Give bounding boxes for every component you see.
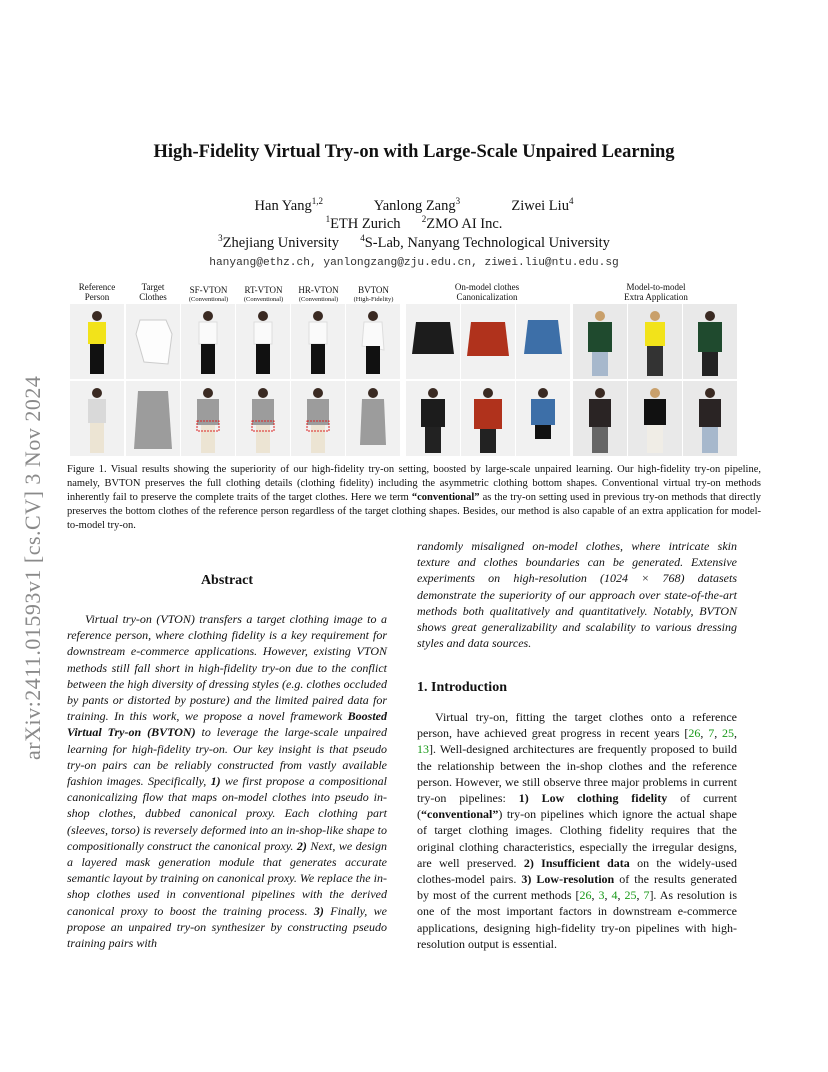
image-m2m-3 — [683, 304, 737, 379]
affiliations-line-1: $^1$ETH Zurich $^2$ZMO AI Inc. — [325, 214, 503, 232]
citation[interactable]: 7 — [708, 726, 715, 741]
header-model-to-model: Model-to-model Extra Application — [624, 282, 688, 302]
emails: hanyang@ethz.ch, yanlongzang@zju.edu.cn, ziwei.liu@ntu.edu.sg — [209, 257, 619, 269]
image-canon-5 — [461, 381, 515, 456]
image-canon-6 — [516, 381, 570, 456]
image-m2m-5 — [628, 381, 682, 456]
introduction-heading: 1. Introduction — [417, 680, 507, 695]
image-sf-vton-1 — [181, 304, 235, 379]
citation[interactable]: 26 — [579, 888, 592, 903]
header-reference-person: Reference Person — [78, 282, 116, 302]
citation[interactable]: 25 — [722, 726, 734, 741]
citation[interactable]: 13 — [417, 742, 429, 757]
image-hr-vton-1 — [291, 304, 345, 379]
image-canon-2 — [461, 304, 515, 379]
citation[interactable]: 7 — [643, 888, 650, 903]
author-2: Yanlong Zang$^3$ — [373, 196, 461, 214]
header-rt-vton: RT-VTON (Conventional) — [243, 285, 284, 303]
citation[interactable]: 3 — [598, 888, 605, 903]
image-canon-1 — [406, 304, 460, 379]
image-bvton-1 — [346, 304, 400, 379]
citation[interactable]: 4 — [611, 888, 618, 903]
figure-1 — [70, 280, 750, 460]
author-1: Han Yang$^{1,2}$ — [254, 196, 323, 214]
header-sf-vton: SF-VTON (Conventional) — [188, 285, 229, 303]
header-canonicalization: On-model clothes Canonicalization — [454, 282, 520, 302]
abstract-heading: Abstract — [200, 573, 254, 588]
image-m2m-6 — [683, 381, 737, 456]
authors-line — [60, 196, 768, 215]
arxiv-stamp: arXiv:2411.01593v1 [cs.CV] 3 Nov 2024 — [20, 375, 45, 760]
image-ref-person-2 — [70, 381, 124, 456]
citation[interactable]: 26 — [688, 726, 701, 741]
image-hr-vton-2 — [291, 381, 345, 456]
image-rt-vton-2 — [236, 381, 290, 456]
image-target-clothes-2 — [126, 381, 180, 456]
image-rt-vton-1 — [236, 304, 290, 379]
paper-title: High-Fidelity Virtual Try-on with Large-Scale Unpaired Learning — [153, 142, 675, 162]
image-ref-person-1 — [70, 304, 124, 379]
header-hr-vton: HR-VTON (Conventional) — [298, 285, 339, 303]
abstract-continued: randomly misaligned on-model clothes, where intricate skin texture and clothes boundaries can be generated. Extensive experiments on high-resolution (1024 × 768) datasets demonstrate the superiority of our approach over state-of-the-art methods both qualitatively and quantitatively. Notably, BVTON shows great generalizability and scalability to various dressing styles and data sources. — [417, 539, 737, 651]
citation[interactable]: 25 — [624, 888, 637, 903]
image-m2m-2 — [628, 304, 682, 379]
author-3: Ziwei Liu$^4$ — [511, 196, 574, 214]
image-target-clothes-1 — [126, 304, 180, 379]
image-m2m-4 — [573, 381, 627, 456]
abstract-text: Virtual try-on (VTON) transfers a target clothing image to a reference person, where clothing fidelity is a key requirement for downstream e-commerce applications. However, existing VTON methods still fall short in high-fidelity try-on due to the conflict between the high diversity of dressing styles (e.g. clothes occluded by pants or distorted by posture) and the limited paired data for training. In this work, we propose a novel framework Boosted Virtual Try-on (BVTON) to leverage the large-scale unpaired learning for high-fidelity try-on. Our key insight is that pseudo try-on pairs can be reliably constructed from vastly available fashion images. Specifically, 1) we first propose a compositional canonicalizing flow that maps on-model clothes into pseudo in-shop clothes, dubbed canonical proxy. Each clothing part (sleeves, torso) is reversely deformed into an in-shop-like shape to compositionally construct the canonical proxy. 2) Next, we design a layered mask generation module that generates accurate semantic layout by training on canonical proxy. We replace the in-shop clothes used in conventional pipelines with the derived canonical proxy to boost the training process. 3) Finally, we propose an unpaired try-on synthesizer by constructing pseudo training pairs with — [67, 612, 388, 951]
affiliations-line-2: $^3$Zhejiang University $^4$S-Lab, Nanyang Technological University — [218, 233, 610, 251]
header-target-clothes: Target Clothes — [139, 282, 167, 302]
image-m2m-1 — [573, 304, 627, 379]
image-canon-3 — [516, 304, 570, 379]
image-sf-vton-2 — [181, 381, 235, 456]
introduction-text: Virtual try-on, fitting the target clothes onto a reference person, have achieved great progress in recent years [26, 7, 25, 13]. Well-designed architectures are frequently proposed to build the relationship between the in-shop clothes and the reference person. However, we still observe three major problems in current try-on pipelines: 1) Low clothing fidelity of current (“conventional”) try-on pipelines which ignore the actual shape of target clothing images. Clothing fidelity requires that the original clothing characteristics, especially the irregular designs, are well preserved. 2) Insufficient data on the widely-used clothes-model pairs. 3) Low-resolution of the results generated by most of the current methods [26, 3, 4, 25, 7]. As resolution is one of the most important factors in downstream e-commerce applications, designing high-fidelity try-on pipelines with high-resolution output is essential. — [417, 710, 738, 951]
header-bvton: BVTON (High-Fidelity) — [353, 285, 394, 303]
figure-caption: Figure 1. Visual results showing the superiority of our high-fidelity try-on setting, boosted by large-scale unpaired learning. Our high-fidelity try-on pipeline, namely, BVTON preserves the full clothing details (clothing fidelity) including the asymmetric clothing bottom shapes. Conventional virtual try-on methods inherently fail to preserve the complete traits of the target clothes. Here we term “conventional” as the try-on setting used in previous try-on methods that directly preserves the bottom clothes of the reference person regardless of the target clothing shapes. Besides, our method is also capable of an extra application for model-to-model try-on. — [67, 464, 762, 531]
image-canon-4 — [406, 381, 460, 456]
image-bvton-2 — [346, 381, 400, 456]
